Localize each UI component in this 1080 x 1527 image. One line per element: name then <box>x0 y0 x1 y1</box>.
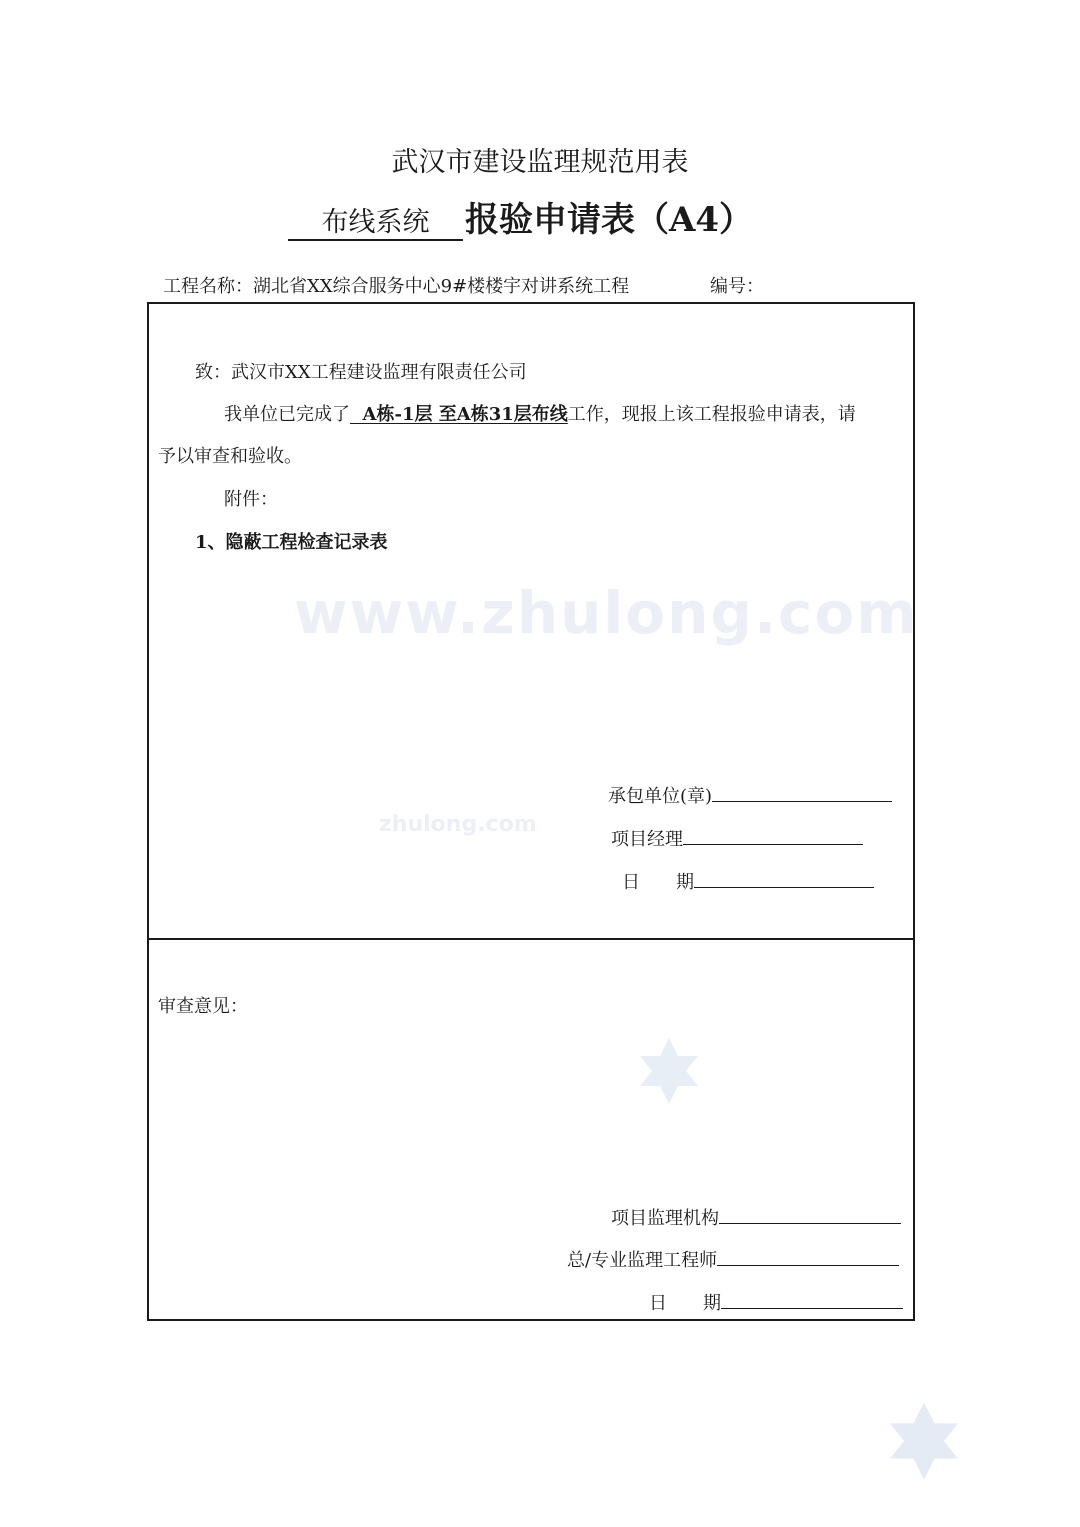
form-title: 报验申请表（A4） <box>465 200 754 240</box>
project-name-row <box>163 272 629 298</box>
completion-statement <box>224 400 856 426</box>
supervision-org-signature-line <box>719 1205 901 1224</box>
statement-prefix: 我单位已完成了 <box>224 404 350 425</box>
project-name-label: 工程名称： <box>163 276 253 297</box>
addressee-line: 致：武汉市XX工程建设监理有限责任公司 <box>195 362 527 383</box>
form-heading <box>288 192 753 241</box>
chief-engineer-signature-line <box>717 1247 899 1266</box>
review-opinion-label: 审查意见： <box>158 996 248 1017</box>
supervisor-date-line <box>721 1290 903 1309</box>
supervisor-date-label: 日 期 <box>649 1293 721 1314</box>
supervision-org-label: 项目监理机构 <box>611 1208 719 1229</box>
supervision-org-row <box>611 1204 901 1230</box>
contractor-date-row <box>622 868 874 894</box>
section-divider <box>149 938 913 940</box>
watermark-text-small: zhulong.com <box>379 812 537 837</box>
statement-suffix: 工作，现报上该工程报验申请表，请 <box>567 404 856 425</box>
project-name-value: 湖北省XX综合服务中心9#楼楼宇对讲系统工程 <box>253 276 630 297</box>
work-scope-value: A栋-1层 至A栋31层布线 <box>350 404 568 425</box>
contractor-unit-signature-line <box>712 783 892 802</box>
snowflake-corner-icon <box>883 1400 965 1482</box>
project-manager-label: 项目经理 <box>611 829 683 850</box>
snowflake-watermark-icon <box>634 1036 704 1106</box>
chief-engineer-label: 总/专业监理工程师 <box>567 1250 718 1271</box>
form-number-label: 编号： <box>710 276 764 297</box>
contractor-unit-row <box>608 782 892 808</box>
attachment-label: 附件： <box>224 489 278 510</box>
project-manager-row <box>611 825 863 851</box>
system-name-field: 布线系统 <box>288 200 463 241</box>
project-manager-signature-line <box>683 826 863 845</box>
completion-statement-line2: 予以审查和验收。 <box>158 446 302 467</box>
form-table <box>147 302 919 1321</box>
contractor-date-line <box>694 869 874 888</box>
chief-engineer-row <box>567 1246 899 1272</box>
watermark-text-large: www.zhulong.com <box>294 579 919 647</box>
contractor-date-label: 日 期 <box>622 872 694 893</box>
supervisor-date-row <box>649 1289 903 1315</box>
form-series-title: 武汉市建设监理规范用表 <box>391 147 689 178</box>
contractor-unit-label: 承包单位(章) <box>608 786 713 807</box>
attachment-item-1: 1、隐蔽工程检查记录表 <box>195 532 388 553</box>
